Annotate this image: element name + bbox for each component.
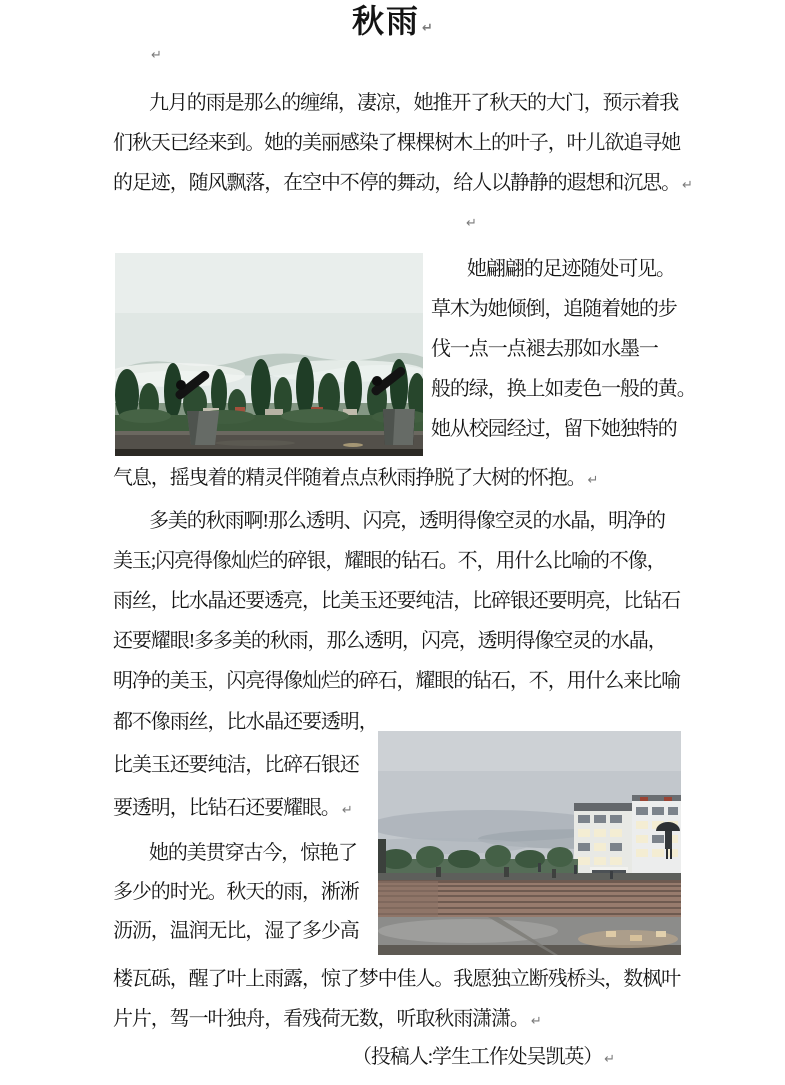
paragraph-3-full <box>113 501 723 701</box>
text-line <box>431 409 721 449</box>
text-line <box>113 581 723 621</box>
text-line <box>113 458 723 501</box>
text-run: 的足迹，随风飘落，在空中不停的舞动，给人以静静的遐想和沉思。 <box>113 172 680 194</box>
text-line <box>113 163 723 206</box>
signature-line <box>352 1037 712 1080</box>
paragraph-mark-icon: ↵ <box>341 803 353 818</box>
text-line <box>352 1037 712 1080</box>
paragraph-mark-icon: ↵ <box>587 473 599 488</box>
photo2-steps <box>378 880 681 918</box>
text-line <box>113 661 723 701</box>
text-run: 楼瓦砾，醒了叶上雨露，惊了梦中佳人。我愿独立断残桥头，数枫叶 <box>113 968 680 990</box>
text-run: 美玉;闪亮得像灿烂的碎银，耀眼的钻石。不，用什么比喻的不像， <box>113 550 666 572</box>
photo-campus-cannons-art <box>115 253 423 456</box>
text-run: 她的美贯穿古今，惊艳了 <box>149 842 357 864</box>
page-title-text: 秋雨 <box>352 3 421 39</box>
text-line <box>431 329 721 369</box>
text-run: 要透明，比钻石还要耀眼。 <box>113 797 340 819</box>
photo2-pavement <box>378 917 681 955</box>
text-run: 还要耀眼!多多美的秋雨，那么透明，闪亮，透明得像空灵的水晶， <box>113 630 667 652</box>
paragraph-4-full <box>113 959 723 1042</box>
text-line <box>113 787 413 832</box>
paragraph-mark-icon: ↵ <box>530 1014 542 1029</box>
paragraph-mark-icon: ↵ <box>422 21 433 36</box>
text-run: 般的绿，换上如麦色一般的黄。 <box>431 378 696 400</box>
paragraph-4-narrow <box>113 834 413 951</box>
text-run: 气息，摇曳着的精灵伴随着点点秋雨挣脱了大树的怀抱。 <box>113 467 586 489</box>
paragraph-3-narrow <box>113 701 413 832</box>
text-run: 多少的时光。秋天的雨，淅淅 <box>113 881 359 903</box>
text-run: 九月的雨是那么的缠绵，凄凉，她推开了秋天的大门，预示着我 <box>149 92 679 114</box>
paragraph-1 <box>113 83 723 206</box>
text-run: 明净的美玉，闪亮得像灿烂的碎石，耀眼的钻石，不，用什么来比喻 <box>113 670 680 692</box>
paragraph-2-right-column <box>431 249 721 449</box>
photo2-building <box>574 795 681 879</box>
text-line <box>113 501 723 541</box>
text-run: 她翩翩的足迹随处可见。 <box>467 258 675 280</box>
text-run: 都不像雨丝，比水晶还要透明， <box>113 711 378 733</box>
text-run: 她从校园经过，留下她独特的 <box>431 418 677 440</box>
paragraph-mark-icon: ↵ <box>151 48 162 63</box>
text-run: 们秋天已经来到。她的美丽感染了棵棵树木上的叶子，叶儿欲追寻她 <box>113 132 680 154</box>
paragraph-mark-icon: ↵ <box>466 216 477 231</box>
page-title <box>0 2 785 48</box>
text-line <box>113 701 413 744</box>
text-run: 雨丝，比水晶还要透亮，比美玉还要纯洁，比碎银还要明亮，比钻石 <box>113 590 680 612</box>
photo-campus-cannons <box>115 253 423 456</box>
text-line <box>113 959 723 999</box>
text-run: 草木为她倾倒，追随着她的步 <box>431 298 677 320</box>
text-line <box>431 289 721 329</box>
text-line <box>113 621 723 661</box>
text-line <box>113 912 413 951</box>
text-line <box>431 249 721 289</box>
text-line <box>113 834 413 873</box>
signature-text: （投稿人:学生工作处吴凯英） <box>352 1046 603 1068</box>
text-line <box>113 541 723 581</box>
text-line <box>113 999 723 1042</box>
text-line <box>113 744 413 787</box>
text-line <box>113 123 723 163</box>
photo-campus-plaza-art <box>378 731 681 955</box>
text-line <box>113 83 723 123</box>
text-line <box>431 369 721 409</box>
photo1-ground <box>115 431 423 456</box>
paragraph-mark-icon: ↵ <box>682 178 693 193</box>
text-run: 多美的秋雨啊!那么透明、闪亮，透明得像空灵的水晶，明净的 <box>149 510 665 532</box>
text-run: 沥沥，温润无比，湿了多少高 <box>113 920 359 942</box>
text-run: 伐一点一点褪去那如水墨一 <box>431 338 658 360</box>
text-line <box>113 873 413 912</box>
photo-campus-plaza <box>378 731 681 955</box>
text-run: 比美玉还要纯洁，比碎石银还 <box>113 754 359 776</box>
text-run: 片片，驾一叶独舟，看残荷无数，听取秋雨潇潇。 <box>113 1008 529 1030</box>
paragraph-2-continuation <box>113 458 723 501</box>
paragraph-mark-icon: ↵ <box>604 1052 616 1067</box>
